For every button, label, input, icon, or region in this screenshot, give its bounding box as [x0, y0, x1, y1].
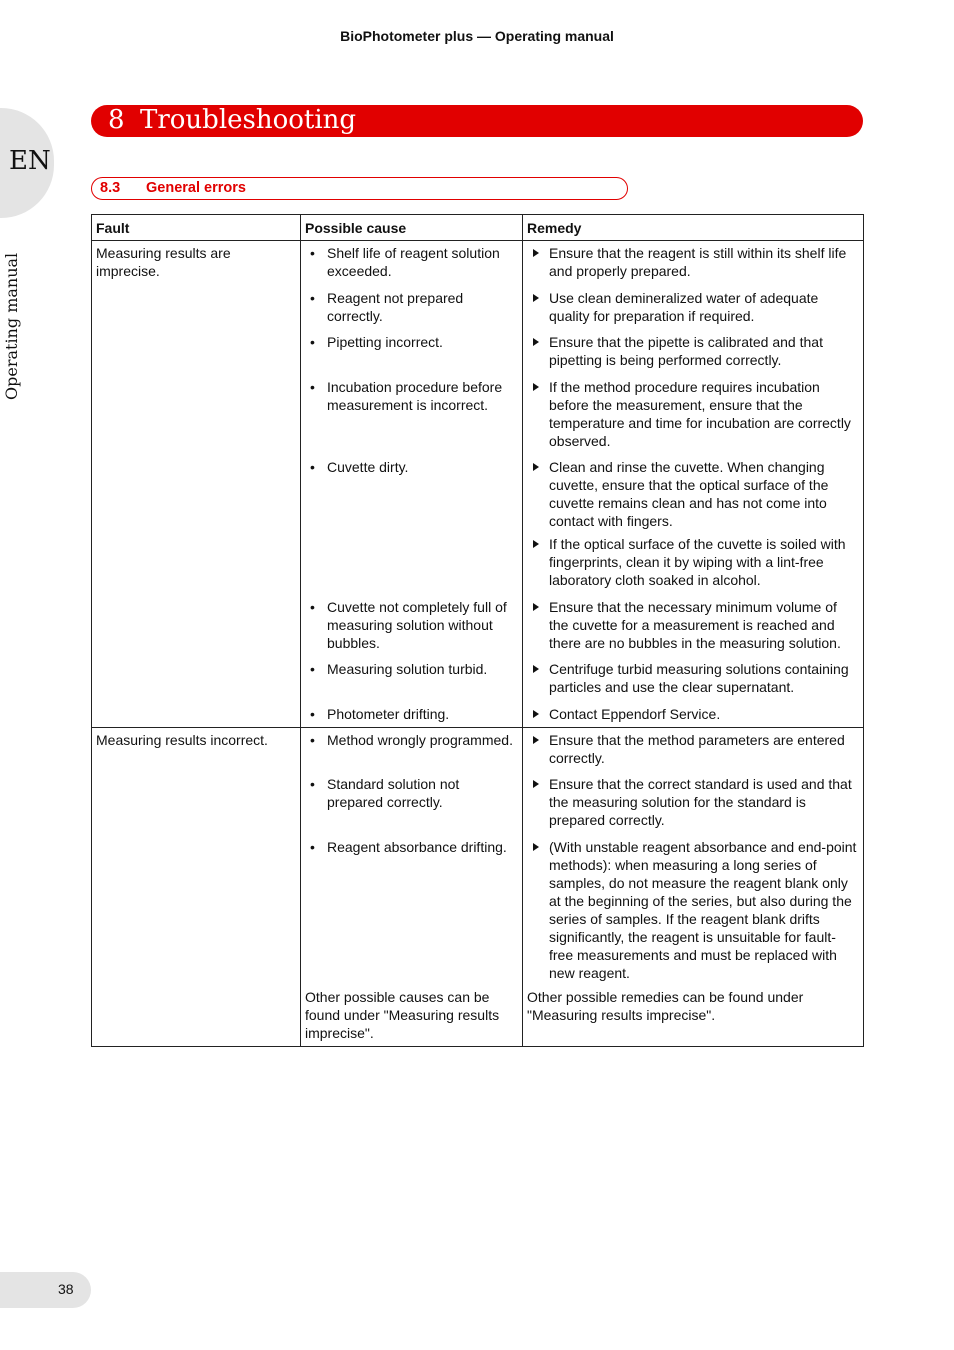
list-item	[527, 838, 859, 988]
list-item	[527, 660, 859, 705]
list-item	[305, 838, 518, 988]
table-header-row	[92, 215, 864, 241]
page-number: 38	[58, 1281, 74, 1297]
list-item	[527, 458, 859, 535]
cause-text: Pipetting incorrect.	[327, 334, 443, 350]
other-causes-note: Other possible causes can be found under "Measuring results imprecise".	[305, 989, 500, 1041]
section-title: General errors	[146, 180, 246, 196]
arrow-bullet-icon	[533, 540, 539, 548]
bullet-icon: •	[310, 776, 315, 792]
remedy-text: Ensure that the pipette is calibrated and that pipetting is being performed correctly.	[549, 334, 823, 368]
list-item	[305, 705, 518, 723]
table-row	[92, 241, 864, 728]
remedy-cell	[523, 728, 864, 1047]
arrow-bullet-icon	[533, 249, 539, 257]
bullet-icon: •	[310, 599, 315, 615]
cause-text: Photometer drifting.	[327, 706, 450, 722]
remedy-text: Ensure that the reagent is still within its shelf life and properly prepared.	[549, 245, 847, 279]
chapter-number: 8	[108, 105, 125, 135]
language-label: EN	[9, 146, 51, 176]
bullet-icon: •	[310, 245, 315, 261]
remedy-text: Ensure that the method parameters are entered correctly.	[549, 732, 845, 766]
list-item	[305, 731, 518, 775]
arrow-bullet-icon	[533, 463, 539, 471]
cause-text: Cuvette not completely full of measuring solution without bubbles.	[327, 599, 507, 651]
fault-cell	[92, 241, 301, 728]
cause-text: Reagent not prepared correctly.	[327, 290, 464, 324]
bullet-icon: •	[310, 706, 315, 722]
remedy-text: Ensure that the correct standard is used and that the measuring solution for the standard is prepared correctly.	[549, 776, 852, 828]
document-header: BioPhotometer plus — Operating manual	[340, 28, 614, 44]
bullet-icon: •	[310, 732, 315, 748]
remedy-text: Clean and rinse the cuvette. When changing cuvette, ensure that the optical surface of the cuvette remains clean and has not come into contact with fingers.	[549, 459, 829, 529]
arrow-bullet-icon	[533, 736, 539, 744]
side-label: Operating manual	[2, 252, 21, 400]
header-fault: Fault	[92, 215, 301, 241]
list-item	[305, 244, 518, 289]
remedy-text: Centrifuge turbid measuring solutions containing particles and use the clear supernatant.	[549, 661, 849, 695]
cause-text: Shelf life of reagent solution exceeded.	[327, 245, 500, 279]
cause-text: Standard solution not prepared correctly.	[327, 776, 460, 810]
list-item	[527, 378, 859, 458]
list-item	[527, 244, 859, 289]
remedy-text: If the optical surface of the cuvette is soiled with fingerprints, clean it by wiping with a lint-free laboratory cloth soaked in alcohol.	[549, 536, 846, 588]
fault-text: Measuring results incorrect.	[96, 732, 268, 748]
list-item	[305, 289, 518, 333]
bullet-icon: •	[310, 459, 315, 475]
list-item	[527, 333, 859, 378]
cause-text: Reagent absorbance drifting.	[327, 839, 507, 855]
cause-cell	[301, 728, 523, 1047]
header-remedy: Remedy	[523, 215, 864, 241]
list-item	[527, 598, 859, 660]
arrow-bullet-icon	[533, 603, 539, 611]
arrow-bullet-icon	[533, 665, 539, 673]
remedy-text: If the method procedure requires incubation before the measurement, ensure that the temperature and time for incubation are correctly observed.	[549, 379, 851, 449]
cause-text: Measuring solution turbid.	[327, 661, 488, 677]
arrow-bullet-icon	[533, 383, 539, 391]
fault-text: Measuring results are imprecise.	[96, 245, 231, 279]
chapter-heading	[91, 105, 863, 137]
fault-cell	[92, 728, 301, 1047]
list-item	[527, 731, 859, 775]
bullet-icon: •	[310, 661, 315, 677]
arrow-bullet-icon	[533, 843, 539, 851]
remedy-text: Contact Eppendorf Service.	[549, 706, 721, 722]
cause-cell	[301, 241, 523, 728]
remedy-text: (With unstable reagent absorbance and end-point methods): when measuring a long series of samples, do not measure the reagent blank only at the beginning of the series, but also during the series of samples. If the reagent blank drifts significantly, the reagent is unsuitable for fault-free measurements and must be replaced with new reagent.	[549, 839, 857, 981]
cause-text: Method wrongly programmed.	[327, 732, 513, 748]
list-item	[305, 598, 518, 660]
list-item	[305, 378, 518, 458]
page-number-tab	[0, 1272, 91, 1308]
list-item	[527, 775, 859, 838]
section-heading	[91, 177, 628, 200]
remedy-text: Ensure that the necessary minimum volume of the cuvette for a measurement is reached and there are no bubbles in the measuring solution.	[549, 599, 841, 651]
chapter-title: Troubleshooting	[140, 105, 357, 135]
other-remedies-note: Other possible remedies can be found under "Measuring results imprecise".	[527, 989, 804, 1023]
cause-text: Incubation procedure before measurement is incorrect.	[327, 379, 503, 413]
remedy-text: Use clean demineralized water of adequate quality for preparation if required.	[549, 290, 819, 324]
arrow-bullet-icon	[533, 710, 539, 718]
bullet-icon: •	[310, 290, 315, 306]
section-number: 8.3	[100, 180, 121, 196]
list-item	[305, 333, 518, 378]
list-item	[305, 775, 518, 838]
bullet-icon: •	[310, 379, 315, 395]
cause-text: Cuvette dirty.	[327, 459, 409, 475]
list-item	[527, 535, 859, 598]
list-item	[527, 289, 859, 333]
arrow-bullet-icon	[533, 294, 539, 302]
troubleshooting-table	[91, 214, 864, 1047]
arrow-bullet-icon	[533, 780, 539, 788]
list-item	[527, 705, 859, 723]
bullet-icon: •	[310, 334, 315, 350]
arrow-bullet-icon	[533, 338, 539, 346]
remedy-cell	[523, 241, 864, 728]
bullet-icon: •	[310, 839, 315, 855]
list-item	[305, 458, 518, 598]
list-item	[305, 660, 518, 705]
header-cause: Possible cause	[301, 215, 523, 241]
table-row	[92, 728, 864, 1047]
